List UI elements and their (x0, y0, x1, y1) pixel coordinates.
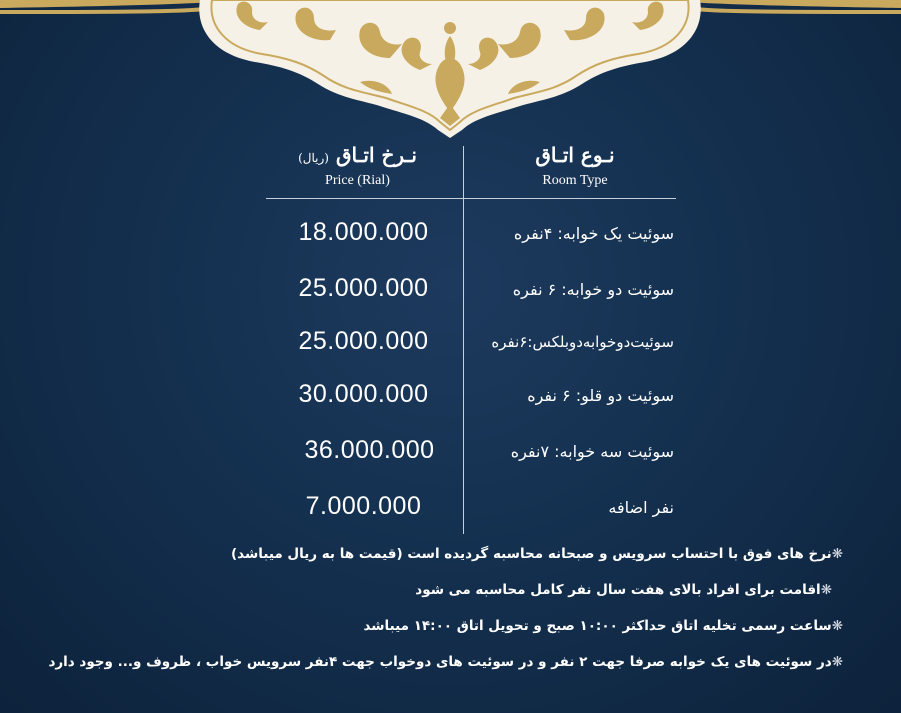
header-divider (266, 198, 676, 199)
note-item (231, 546, 843, 562)
room-price: 30.000.000 (298, 380, 429, 408)
floral-ornament (0, 0, 901, 140)
note-text: نرخ های فوق با احتساب سرویس و صبحانه محاسبه گردیده است (قیمت ها به ریال میباشد) (231, 546, 832, 562)
price-header (270, 143, 445, 189)
bullet-icon: ❋ (820, 582, 832, 598)
table-row (266, 214, 676, 254)
room-price: 25.000.000 (298, 327, 429, 355)
room-type: سوئیت یک خوابه: ۴نفره (513, 224, 674, 243)
room-type: سوئیت دو قلو: ۶ نفره (527, 386, 674, 405)
room-type: سوئیت سه خوابه: ۷نفره (510, 442, 674, 461)
note-text: اقامت برای افراد بالای هفت سال نفر کامل محاسبه می شود (415, 582, 821, 598)
note-item (363, 618, 843, 634)
table-row (266, 488, 676, 528)
note-item (48, 654, 843, 670)
bullet-icon: ❋ (831, 654, 843, 670)
table-row (266, 432, 676, 472)
room-type-header-en: Room Type (542, 173, 608, 188)
table-row (266, 323, 676, 363)
price-header-en: Price (Rial) (325, 173, 390, 188)
room-type: نفر اضافه (608, 498, 674, 517)
room-type: سوئیت دو خوابه: ۶ نفره (512, 280, 674, 299)
room-type: سوئیت‌دوخوابه‌دوبلکس:۶نفره (491, 333, 674, 351)
price-unit-fa: (ریال) (298, 151, 329, 165)
room-price: 18.000.000 (298, 218, 429, 246)
room-price: 7.000.000 (305, 492, 422, 520)
note-text: ساعت رسمی تخلیه اتاق حداکثر ۱۰:۰۰ صبح و تحویل اتاق ۱۴:۰۰ میباشد (363, 618, 832, 634)
bullet-icon: ❋ (831, 618, 843, 634)
table-row (266, 270, 676, 310)
table-row (266, 376, 676, 416)
room-price: 36.000.000 (304, 436, 435, 464)
note-item (415, 582, 832, 598)
bullet-icon: ❋ (831, 546, 843, 562)
room-type-header (490, 143, 660, 189)
room-price: 25.000.000 (298, 274, 429, 302)
price-header-fa: نـرخ اتـاق (ریال) (298, 143, 417, 167)
room-type-header-fa: نـوع اتـاق (535, 143, 615, 167)
note-text: در سوئیت های یک خوابه صرفا جهت ۲ نفر و در سوئیت های دوخواب جهت ۴نفر سرویس خواب ، ظروف و... وجود دارد (48, 654, 832, 670)
